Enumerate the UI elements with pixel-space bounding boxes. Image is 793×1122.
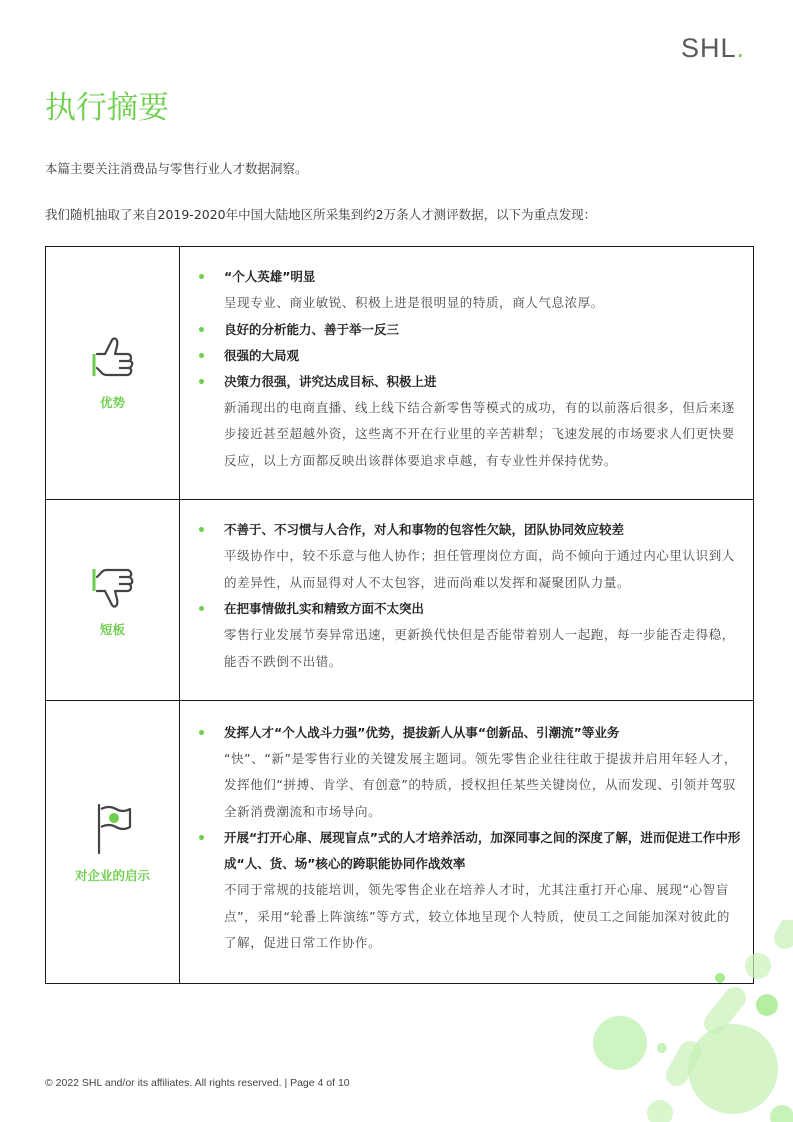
intro-paragraph-2: 我们随机抽取了来自2019-2020年中国大陆地区所采集到约2万条人才测评数据，以下为重点发现： — [45, 207, 597, 222]
bullet-icon — [199, 274, 204, 279]
list-item — [198, 517, 741, 596]
list-item — [198, 369, 741, 475]
decorative-bubbles — [560, 920, 793, 1122]
item-description: 呈现专业、商业敏锐、积极上进是很明显的特质，商人气息浓厚。 — [224, 295, 604, 310]
item-heading: 在把事情做扎实和精致方面不太突出 — [224, 601, 425, 616]
section-label-cell — [46, 500, 180, 701]
item-description: 新涌现出的电商直播、线上线下结合新零售等模式的成功，有的以前落后很多，但后来逐步接近甚至超越外资，这些离不开在行业里的辛苦耕犁；飞速发展的市场要求人们更快要反应，以上方面都反映出该群体要追求卓越，有专业性并保持优势。 — [224, 399, 735, 468]
section-label-cell — [46, 247, 180, 500]
logo-dot: . — [736, 33, 746, 63]
bullet-icon — [199, 379, 204, 384]
section-label: 短板 — [99, 621, 125, 637]
item-description: 不同于常规的技能培训，领先零售企业在培养人才时，尤其注重打开心扉、展现“心智盲点”，采用“轮番上阵演练”等方式，较立体地呈现个人特质，使员工之间能加深对彼此的了解，促进日常工作协作。 — [224, 882, 730, 950]
section-weaknesses — [46, 500, 754, 701]
section-content — [180, 500, 754, 701]
item-description: “快”、“新”是零售行业的关键发展主题词。领先零售企业往往敢于提拔并启用年轻人才，发挥他们“拼搏、肯学、有创意”的特质，授权担任某些关键岗位，从而发现、引领并驾驭全新消费潮流和市场导向。 — [224, 750, 738, 819]
list-item — [198, 264, 741, 317]
list-item — [198, 720, 741, 826]
thumbs-down-icon — [91, 563, 135, 609]
item-heading: 良好的分析能力、善于举一反三 — [224, 321, 400, 337]
item-heading: “个人英雄”明显 — [224, 269, 316, 284]
section-strengths — [46, 247, 754, 500]
bullet-icon — [199, 730, 204, 735]
item-description: 零售行业发展节奏异常迅速，更新换代快但是否能带着别人一起跑，每一步能否走得稳，能否不跌倒不出错。 — [224, 627, 735, 669]
item-heading: 决策力很强，讲究达成目标、积极上进 — [224, 373, 437, 389]
list-item — [198, 317, 741, 343]
summary-table — [45, 246, 754, 984]
item-description: 平级协作中，较不乐意与他人协作；担任管理岗位方面，尚不倾向于通过内心里认识到人的差异性，从而显得对人不太包容，进而尚难以发挥和凝聚团队力量。 — [224, 548, 735, 590]
bullet-icon — [199, 835, 204, 840]
item-heading: 发挥人才“个人战斗力强”优势，提拔新人从事“创新品、引潮流”等业务 — [224, 724, 620, 740]
shl-logo — [681, 33, 745, 64]
bullet-icon — [199, 353, 204, 358]
list-item — [198, 596, 741, 675]
bullet-icon — [199, 327, 204, 332]
item-heading: 很强的大局观 — [224, 347, 300, 363]
footer-copyright: © 2022 SHL and/or its affiliates. All rights reserved. | Page 4 of 10 — [45, 1077, 350, 1089]
bullet-icon — [199, 527, 204, 532]
intro-paragraph-1: 本篇主要关注消费品与零售行业人才数据洞察。 — [45, 161, 308, 176]
section-label-cell — [46, 701, 180, 984]
item-heading: 不善于、不习惯与人合作，对人和事物的包容性欠缺，团队协同效应较差 — [224, 522, 625, 537]
page-title: 执行摘要 — [45, 90, 169, 126]
item-heading: 开展“打开心扉、展现盲点”式的人才培养活动，加深同事之间的深度了解，进而促进工作中形成“人、货、场”核心的跨职能协同作战效率 — [224, 830, 741, 871]
logo-text: SHL — [681, 33, 737, 63]
flag-icon — [91, 801, 135, 855]
bullet-icon — [199, 606, 204, 611]
section-label: 对企业的启示 — [74, 867, 150, 883]
section-content — [180, 247, 754, 500]
section-label: 优势 — [99, 394, 125, 410]
thumbs-up-icon — [91, 336, 135, 382]
list-item — [198, 343, 741, 369]
